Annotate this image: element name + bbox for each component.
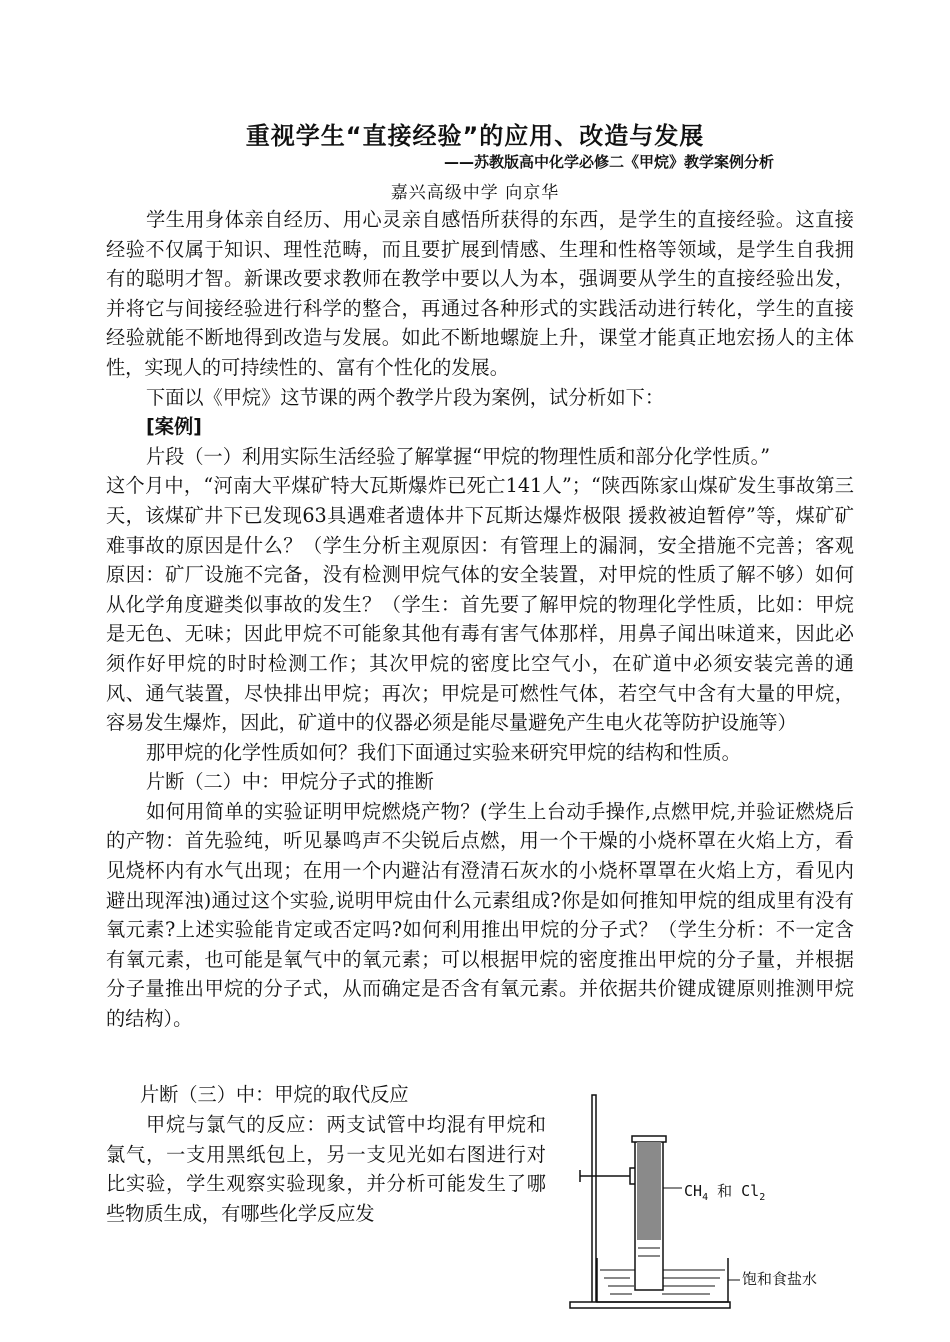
document-subtitle: ——苏教版高中化学必修二《甲烷》教学案例分析 — [443, 153, 774, 171]
segment-3-body: 甲烷与氯气的反应：两支试管中均混有甲烷和氯气，一支用黑纸包上，另一支见光如右图进行对比实验，学生观察实验现象，并分析可能发生了哪些物质生成，有哪些化学反应发 — [106, 1113, 546, 1225]
segment-3-block — [106, 1110, 546, 1228]
gas-label: $CH_4$ 和 $Cl_2$ — [684, 1182, 766, 1203]
lead-paragraph: 下面以《甲烷》这节课的两个教学片段为案例，试分析如下： — [146, 385, 665, 409]
experiment-figure — [560, 1090, 890, 1315]
segment-1-end: 那甲烷的化学性质如何？我们下面通过实验来研究甲烷的结构和性质。 — [146, 740, 741, 764]
author-line: 嘉兴高级中学 向京华 — [390, 183, 560, 203]
stand-base — [570, 1302, 730, 1308]
segment-2-title: 片断（二）中：甲烷分子式的推断 — [146, 770, 434, 794]
segment-2-body: 如何用简单的实验证明甲烷燃烧产物？(学生上台动手操作,点燃甲烷,并验证燃烧后的产物：首先验纯，听见暴鸣声不尖锐后点燃，用一个干燥的小烧杯罩在火焰上方，看见烧杯内有水气出现；在用一个内避沾有澄清石灰水的小烧杯罩罩在火焰上方，看见内避出现浑浊)通过这个实验,说明甲烷由什么元素组成?你是如何推知甲烷的组成里有没有氧元素?上述实验能肯定或否定吗?如何利用推出甲烷的分子式？（学生分析：不一定含有氧元素，也可能是氧气中的氧元素；可以根据甲烷的密度推出甲烷的分子量，并根据分子量推出甲烷的分子式，从而确定是否含有氧元素。并依据共价键成键原则推测甲烷的结构）。 — [106, 799, 854, 1031]
document-body — [106, 205, 854, 1034]
segment-1-body: 这个月中，“河南大平煤矿特大瓦斯爆炸已死亡141人”；“陕西陈家山煤矿发生事故第三天，该煤矿井下已发现63具遇难者遗体井下瓦斯达爆炸极限 援救被迫暂停”等，煤矿矿难事故的原因是什么？（学生分析主观原因：有管理上的漏洞，安全措施不完善；客观原因：矿厂设施不完备，没有检测甲烷气体的安全装置，对甲烷的性质了解不够）如何从化学角度避类似事故的发生？（学生：首先要了解甲烷的物理化学性质，比如：甲烷是无色、无味；因此甲烷不可能象其他有毒有害气体那样，用鼻子闻出味道来，因此必须作好甲烷的时时检测工作；其次甲烷的密度比空气小，在矿道中必须安装完善的通风、通气装置，尽快排出甲烷；再次；甲烷是可燃性气体，若空气中含有大量的甲烷，容易发生爆炸，因此，矿道中的仪器必须是能尽量避免产生电火花等防护设施等） — [106, 474, 854, 735]
case-heading: [案例] — [146, 415, 202, 439]
segment-3-title: 片断（三）中：甲烷的取代反应 — [140, 1083, 409, 1106]
segment-1-title: 片段（一）利用实际生活经验了解掌握“甲烷的物理性质和部分化学性质。” — [146, 444, 771, 468]
liquid-label: 饱和食盐水 — [742, 1270, 818, 1288]
intro-paragraph: 学生用身体亲自经历、用心灵亲自感悟所获得的东西，是学生的直接经验。这直接经验不仅属于知识、理性范畴，而且要扩展到情感、生理和性格等领域，是学生自我拥有的聪明才智。新课改要求教师在教学中要以人为本，强调要从学生的直接经验出发，并将它与间接经验进行科学的整合，再通过各种形式的实践活动进行转化，学生的直接经验就能不断地得到改造与发展。如此不断地螺旋上升，课堂才能真正地宏扬人的主体性，实现人的可持续性的、富有个性化的发展。 — [106, 208, 854, 379]
stand-rod — [592, 1095, 596, 1305]
document-title: 重视学生“直接经验”的应用、改造与发展 — [245, 122, 705, 150]
gas-fill — [637, 1142, 661, 1240]
